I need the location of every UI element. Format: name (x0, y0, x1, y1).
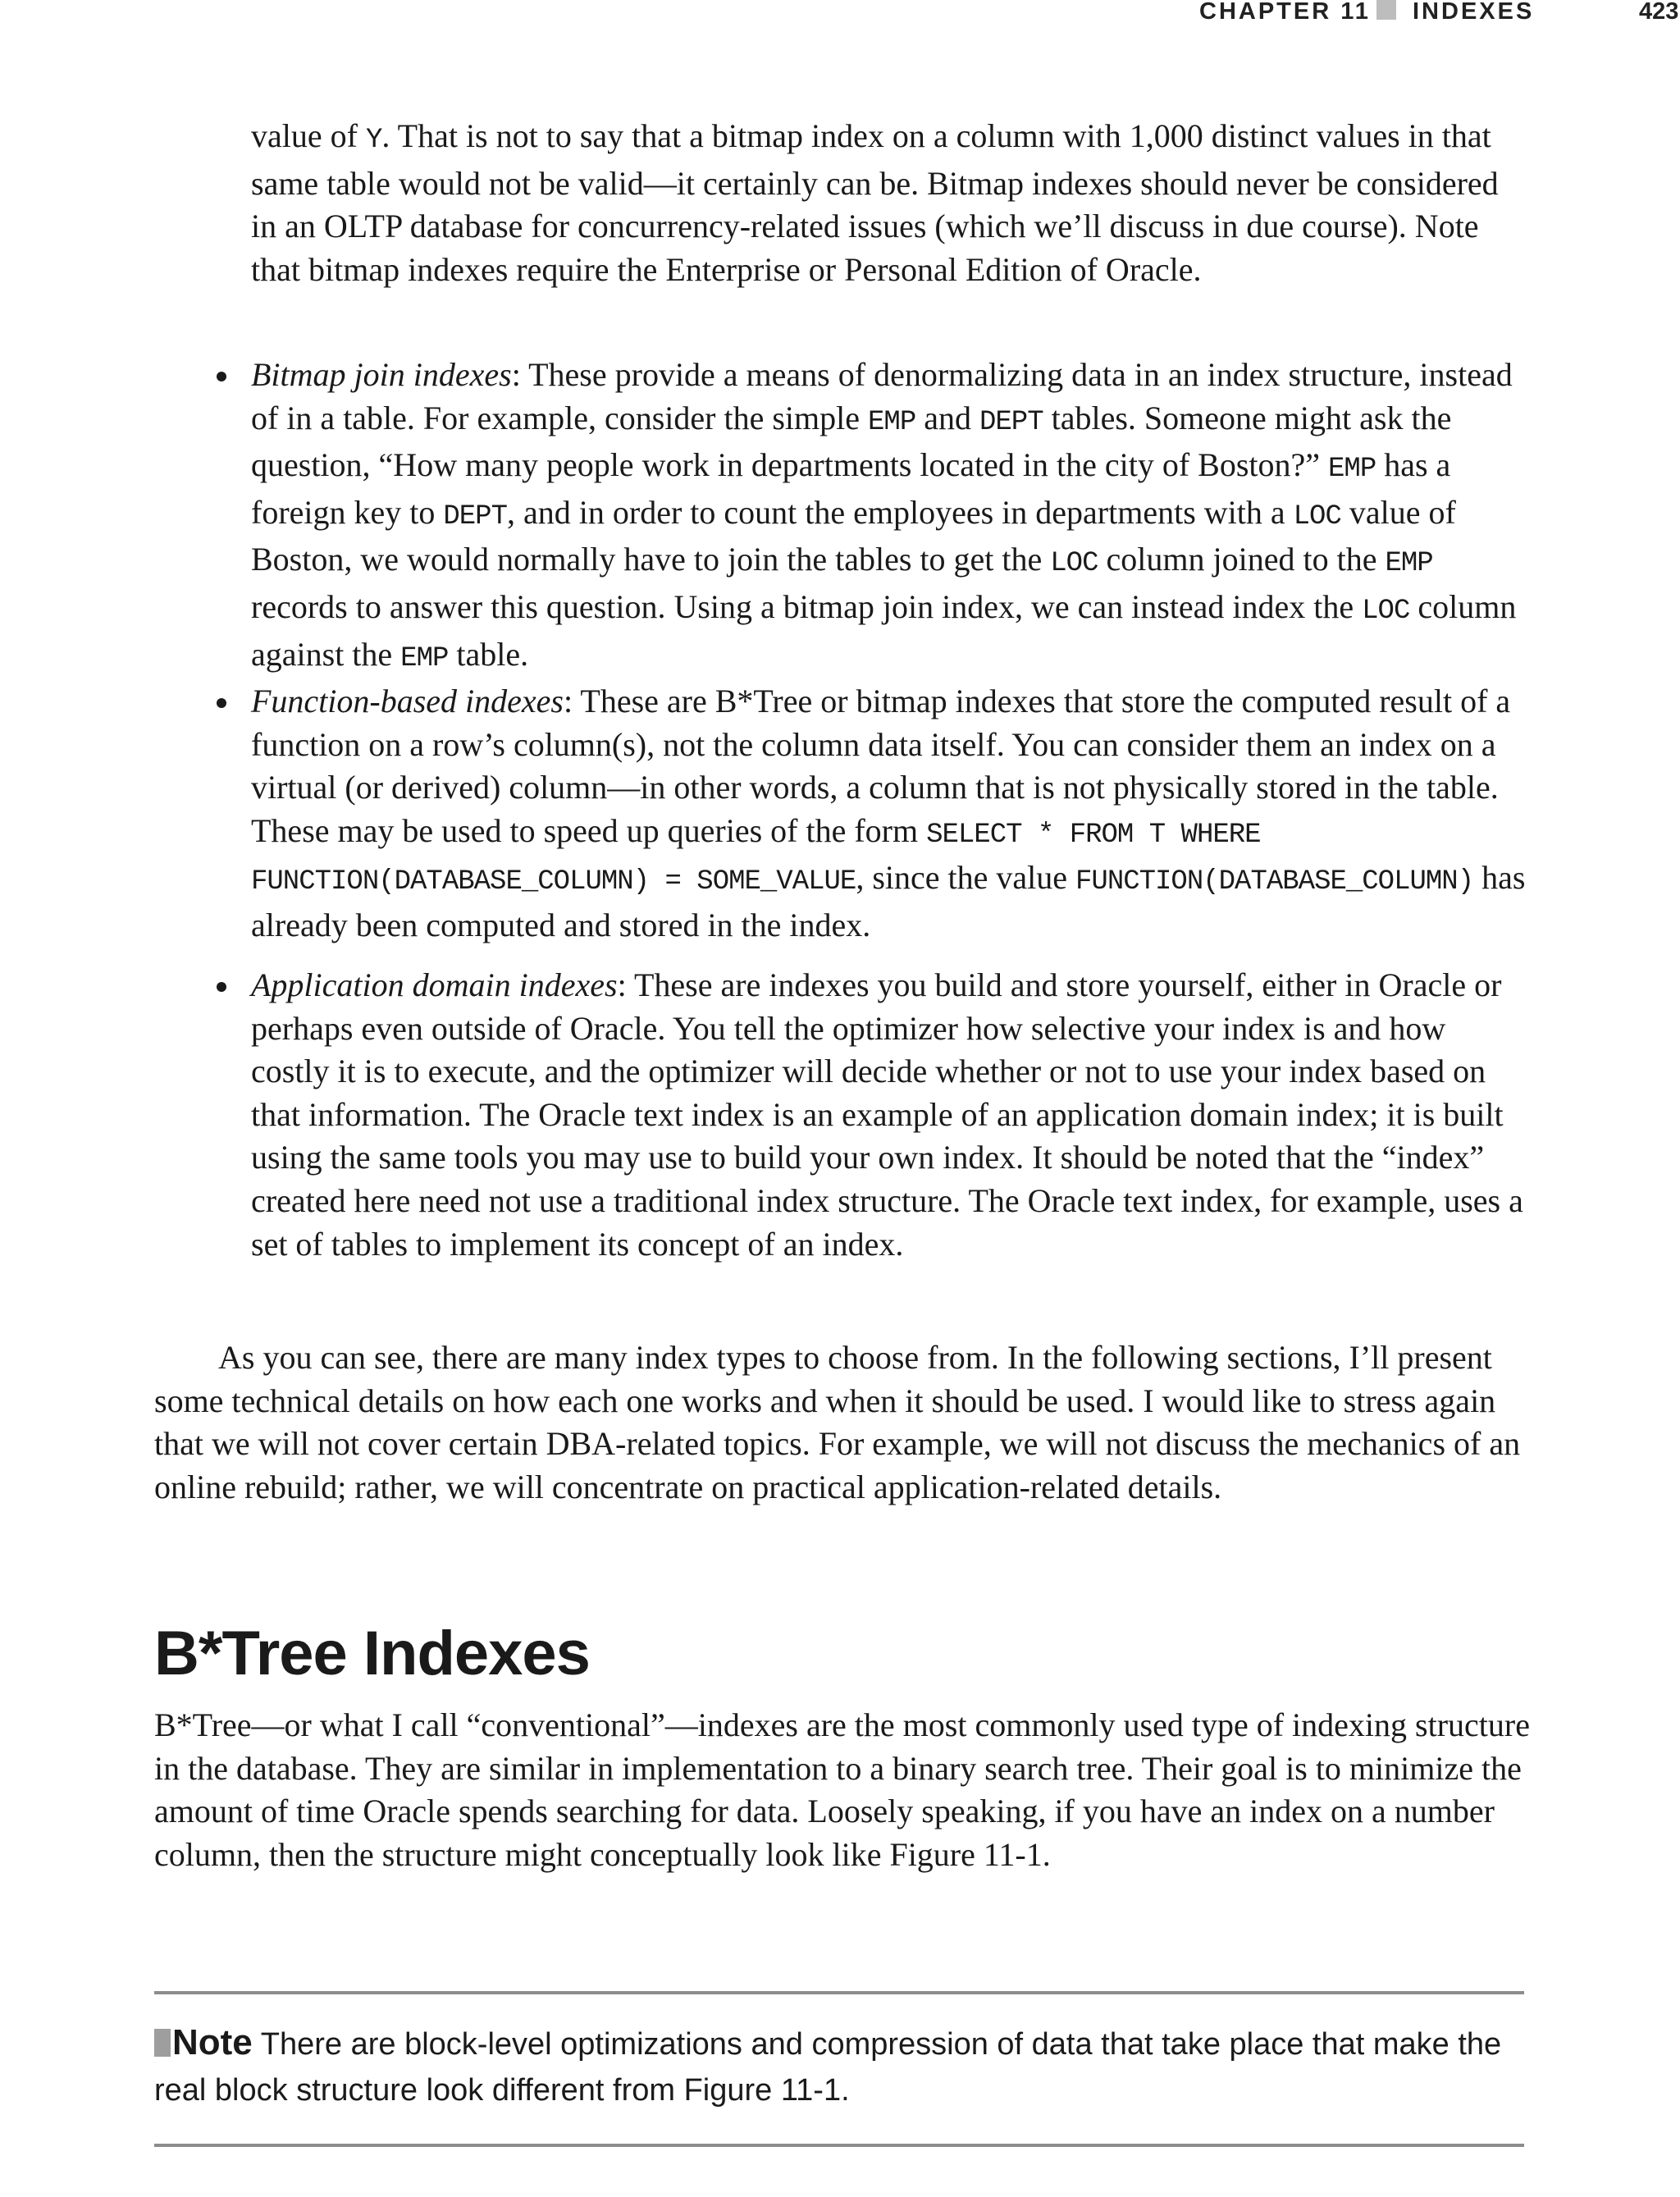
note-text: There are block-level optimizations and compression of data that take place that make the real block structure look different from Figure 11-1. (154, 2027, 1502, 2108)
section-heading: B*Tree Indexes (154, 1619, 590, 1688)
inline-code: LOC (1050, 548, 1098, 580)
section-paragraph: B*Tree—or what I call “conventional”—indexes are the most commonly used type of indexing structure in the database. They are similar in implementation to a binary search tree. Their goal is to minimize the amount of time Oracle spends searching for data. Loosely speaking, if you have an index on a number column, then the structure might conceptually look like Figure 11-1. (154, 1706, 1530, 1873)
inline-code: EMP (400, 642, 449, 674)
note-box (154, 2020, 1524, 2113)
inline-code: DEPT (443, 500, 507, 532)
chapter-label: CHAPTER 11 (1199, 0, 1371, 25)
bullet-term: Bitmap join indexes (251, 356, 512, 393)
inline-code: EMP (1328, 454, 1376, 486)
inline-code: LOC (1362, 595, 1410, 627)
inline-code: Y (365, 125, 382, 156)
bullet-icon (215, 698, 231, 715)
running-header (1199, 0, 1679, 25)
summary-paragraph: As you can see, there are many index types to choose from. In the following sections, I’ll present some technical details on how each one works and when it should be used. I would like to stress again that we will not cover certain DBA-related topics. For example, we will not discuss the mechanics of an online rebuild; rather, we will concentrate on practical application-related details. (154, 1339, 1521, 1505)
bullet-term: Function-based indexes (251, 683, 564, 719)
note-top-rule (154, 1991, 1524, 1994)
note-bottom-rule (154, 2144, 1524, 2147)
bullet-application-domain-indexes: Application domain indexes: These are indexes you build and store yourself, either in Oracle or perhaps even outside of Oracle. You tell the optimizer how selective your index is and how costly it is to execute, and the optimizer will decide whether or not to use your index based on that information. The Oracle text index is an example of an application domain index; it is built using the same tools you may use to build your own index. It should be noted that the “index” created here need not use a traditional index structure. The Oracle text index, for example, uses a set of tables to implement its concept of an index. (251, 966, 1523, 1263)
bullet-function-based-indexes: Function-based indexes: These are B*Tree or bitmap indexes that store the computed result of a function on a row’s column(s), not the column data itself. You can consider them an index on a virtual (or derived) column—in other words, a column that is not physically stored in the table. These may be used to speed up queries of the form SELECT * FROM T WHERE FUNCTION(DATABASE_COLUMN) = SOME_VALUE, since the value FUNCTION(DATABASE_COLUMN) has already been computed and stored in the index. (251, 683, 1526, 943)
header-square-icon (1376, 0, 1396, 20)
inline-code: FUNCTION(DATABASE_COLUMN) (1075, 866, 1474, 898)
bullet-icon (215, 982, 231, 998)
inline-code: SELECT * FROM T WHERE FUNCTION(DATABASE_COLUMN) = SOME_VALUE (251, 819, 1261, 898)
inline-code: EMP (868, 406, 916, 438)
inline-code: DEPT (979, 406, 1043, 438)
continued-paragraph: value of Y. That is not to say that a bitmap index on a column with 1,000 distinct values in that same table would not be valid—it certainly can be. Bitmap indexes should never be considered in an OLTP database for concurrency-related issues (which we’ll discuss in due course). Note that bitmap indexes require the Enterprise or Personal Edition of Oracle. (251, 117, 1499, 288)
section-label: INDEXES (1413, 0, 1535, 25)
bullet-term: Application domain indexes (251, 966, 618, 1003)
inline-code: LOC (1293, 500, 1341, 532)
bullet-icon (215, 372, 231, 388)
page-number: 423 (1639, 0, 1679, 25)
bullet-bitmap-join-indexes: Bitmap join indexes: These provide a means of denormalizing data in an index structure, instead of in a table. For example, consider the simple EMP and DEPT tables. Someone might ask the question, “How many people work in departments located in the city of Boston?” EMP has a foreign key to DEPT, and in order to count the employees in departments with a LOC value of Boston, we would normally have to join the tables to get the LOC column joined to the EMP records to answer this question. Using a bitmap join index, we can instead index the LOC column against the EMP table. (251, 356, 1517, 674)
inline-code: EMP (1385, 548, 1433, 580)
note-square-icon (154, 2029, 171, 2057)
note-label: Note (172, 2022, 253, 2062)
